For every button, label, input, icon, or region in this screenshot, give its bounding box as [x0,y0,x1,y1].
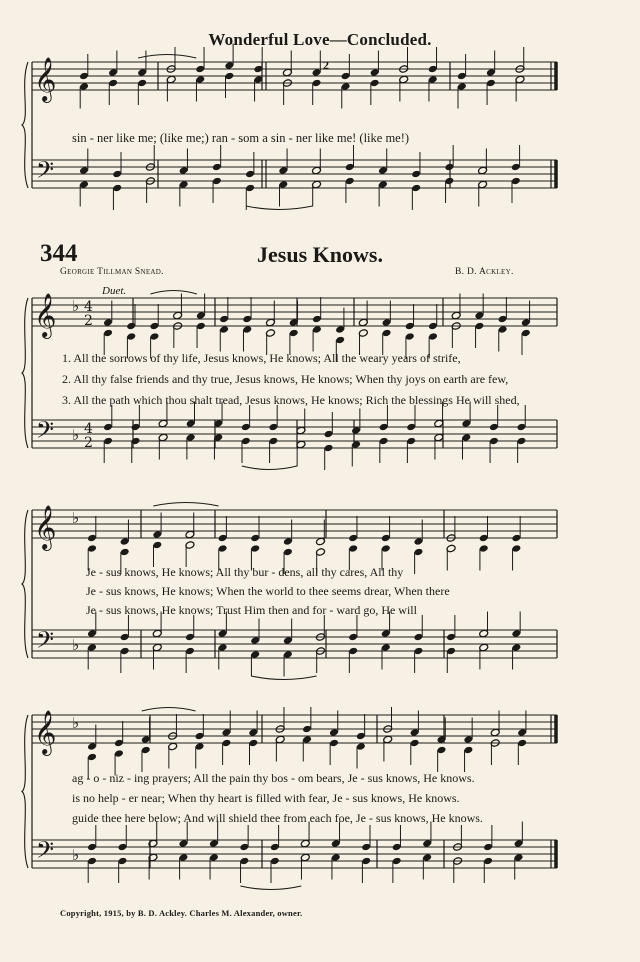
system-brace [22,298,28,448]
time-signature-top: 4 [84,421,93,437]
lyric-line: 3. All the path which thou shalt tread, Jesus knows, He knows; Rich the blessings He will shed, [62,393,520,407]
slur [246,206,312,210]
time-signature-bottom: 2 [84,435,93,451]
treble-staff [32,510,557,538]
lyric-line: is no help - er near; When thy heart is filled with fear, Je - sus knows, He knows. [72,791,460,805]
continuation-lyrics: sin - ner like me; (like me;) ran - som a sin - ner like me! (like me!) [72,131,410,145]
continuation-title: Wonderful Love—Concluded. [208,30,432,49]
performance-direction: Duet. [102,285,127,297]
treble-clef-icon: 𝄞 [34,293,57,337]
bass-staff [32,420,557,448]
copyright-notice: Copyright, 1915, by B. D. Ackley. Charles M. Alexander, owner. [60,908,303,918]
slur [240,886,301,890]
bass-staff [32,840,557,868]
lyric-line: Je - sus knows, He knows; When the world to thee seems drear, When there [86,584,450,598]
slur [138,55,196,59]
bass-staff [32,630,557,658]
lyric-line: ag - o - niz - ing prayers; All the pain thy bos - om bears, Je - sus knows, He knows. [72,771,475,785]
hymn-number: 344 [40,240,78,267]
treble-clef-icon: 𝄞 [34,710,57,754]
slur [251,676,316,680]
bass-clef-icon: 𝄢 [36,836,55,869]
flat-icon: ♭ [72,297,80,315]
time-signature-bottom: 2 [84,313,93,329]
music-credit: B. D. Ackley. [455,267,514,277]
system-brace [22,62,28,188]
slur [150,291,196,295]
treble-staff [32,715,557,743]
hymn-title: Jesus Knows. [257,242,383,267]
treble-clef-icon: 𝄞 [34,57,57,101]
time-signature-top: 4 [84,299,93,315]
section-marker: 2 [323,58,329,72]
lyric-line: Je - sus knows, He knows; Trust Him then and for - ward go, He will [86,603,417,617]
flat-icon: ♭ [72,426,80,444]
lyric-line: 1. All the sorrows of thy life, Jesus knows, He knows; All the weary years of strife, [62,351,461,365]
flat-icon: ♭ [72,714,80,732]
lyric-line: Je - sus knows, He knows; All thy bur - dens, all thy cares, All thy [86,565,404,579]
slur [242,466,297,470]
treble-clef-icon: 𝄞 [34,505,57,549]
slur [153,503,218,507]
slur [142,708,196,712]
flat-icon: ♭ [72,636,80,654]
lyric-line: guide thee here below; And will shield thee from each foe, Je - sus knows, He knows. [72,811,483,825]
bass-clef-icon: 𝄢 [36,156,55,189]
system-brace [22,715,28,868]
flat-icon: ♭ [72,509,80,527]
bass-clef-icon: 𝄢 [36,416,55,449]
lyric-line: 2. All thy false friends and thy true, Jesus knows, He knows; When thy joys on earth are few, [62,372,509,386]
words-credit: Georgie Tillman Snead. [60,267,164,277]
system-brace [22,510,28,658]
flat-icon: ♭ [72,846,80,864]
bass-clef-icon: 𝄢 [36,626,55,659]
